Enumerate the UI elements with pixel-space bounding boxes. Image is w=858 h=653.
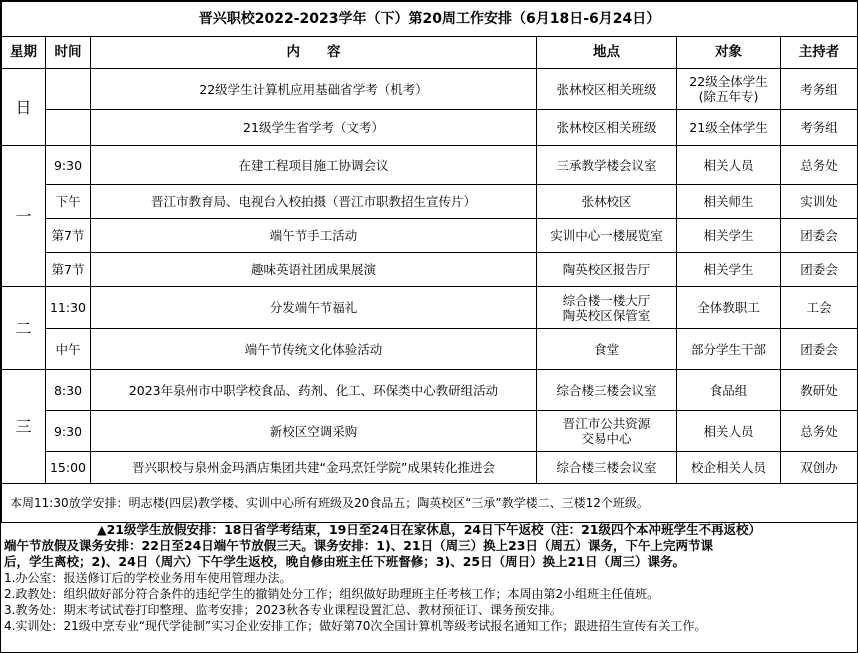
host-cell: 教研处 bbox=[781, 370, 858, 411]
weekday-cell: 三 bbox=[2, 370, 46, 484]
audience-cell: 相关学生 bbox=[677, 219, 781, 253]
table-row bbox=[2, 185, 858, 219]
location-cell: 张林校区 bbox=[537, 185, 677, 219]
location-cell: 实训中心一楼展览室 bbox=[537, 219, 677, 253]
table-row bbox=[2, 219, 858, 253]
host-cell: 团委会 bbox=[781, 329, 858, 370]
location-cell: 综合楼三楼会议室 bbox=[537, 370, 677, 411]
time-cell: 8:30 bbox=[46, 370, 91, 411]
content-cell: 晋江市教育局、电视台入校拍摄（晋江市职教招生宣传片） bbox=[91, 185, 537, 219]
weekday-cell: 二 bbox=[2, 287, 46, 370]
audience-cell: 22级全体学生 (除五年专) bbox=[677, 69, 781, 110]
time-cell: 15:00 bbox=[46, 452, 91, 484]
table-row bbox=[2, 370, 858, 411]
content-cell: 22级学生计算机应用基础省学考（机考） bbox=[91, 69, 537, 110]
dept-note: 4.实训处：21级中烹专业“现代学徒制”实习企业安排工作；做好第70次全国计算机等级考试报名通知工作；跟进招生宣传有关工作。 bbox=[4, 619, 707, 633]
page-title: 晋兴职校2022-2023学年（下）第20周工作安排（6月18日-6月24日） bbox=[2, 2, 858, 37]
table-row bbox=[2, 452, 858, 484]
audience-cell: 校企相关人员 bbox=[677, 452, 781, 484]
audience-cell: 食品组 bbox=[677, 370, 781, 411]
time-cell bbox=[46, 110, 91, 146]
dismissal-note: 本周11:30放学安排：明志楼(四层)教学楼、实训中心所有班级及20食品五；陶英校区“三承”教学楼二、三楼12个班级。 bbox=[2, 484, 858, 523]
host-cell: 总务处 bbox=[781, 146, 858, 185]
dismissal-note-row bbox=[2, 484, 858, 523]
host-cell: 考务组 bbox=[781, 110, 858, 146]
table-row bbox=[2, 287, 858, 329]
host-cell: 考务组 bbox=[781, 69, 858, 110]
host-cell: 工会 bbox=[781, 287, 858, 329]
time-cell: 中午 bbox=[46, 329, 91, 370]
time-cell: 11:30 bbox=[46, 287, 91, 329]
weekday-cell: 一 bbox=[2, 146, 46, 287]
time-cell: 9:30 bbox=[46, 146, 91, 185]
audience-cell: 全体教职工 bbox=[677, 287, 781, 329]
schedule-table bbox=[1, 1, 858, 523]
dept-note: 1.办公室：报送修订后的学校业务用车使用管理办法。 bbox=[4, 571, 292, 585]
host-cell: 团委会 bbox=[781, 219, 858, 253]
table-row bbox=[2, 329, 858, 370]
dept-note: 2.政教处：组织做好部分符合条件的违纪学生的撤销处分工作；组织做好助理班主任考核工作；本周由第2小组班主任值班。 bbox=[4, 587, 660, 601]
table-row bbox=[2, 69, 858, 110]
holiday-arrangement: ▲21级学生放假安排：18日省学考结束，19日至24日在家休息，24日下午返校（注：21级四个本冲班学生不再返校） bbox=[97, 522, 761, 537]
time-cell: 第7节 bbox=[46, 219, 91, 253]
content-cell: 端午节手工活动 bbox=[91, 219, 537, 253]
content-cell: 新校区空调采购 bbox=[91, 411, 537, 452]
location-cell: 张林校区相关班级 bbox=[537, 69, 677, 110]
host-cell: 总务处 bbox=[781, 411, 858, 452]
weekday-cell: 日 bbox=[2, 69, 46, 146]
time-cell: 第7节 bbox=[46, 253, 91, 287]
col-header-content: 内 容 bbox=[91, 37, 537, 69]
audience-cell: 相关学生 bbox=[677, 253, 781, 287]
content-cell: 趣味英语社团成果展演 bbox=[91, 253, 537, 287]
audience-cell: 相关师生 bbox=[677, 185, 781, 219]
audience-cell: 相关人员 bbox=[677, 146, 781, 185]
content-cell: 21级学生省学考（文考） bbox=[91, 110, 537, 146]
col-header-audience: 对象 bbox=[677, 37, 781, 69]
col-header-weekday: 星期 bbox=[2, 37, 46, 69]
host-cell: 实训处 bbox=[781, 185, 858, 219]
audience-cell: 相关人员 bbox=[677, 411, 781, 452]
table-row bbox=[2, 411, 858, 452]
audience-cell: 部分学生干部 bbox=[677, 329, 781, 370]
content-cell: 分发端午节福礼 bbox=[91, 287, 537, 329]
col-header-time: 时间 bbox=[46, 37, 91, 69]
audience-cell: 21级全体学生 bbox=[677, 110, 781, 146]
festival-arrangement-line1: 端午节放假及课务安排：22日至24日端午节放假三天。课务安排：1)、21日（周三）换上23日（周五）课务，下午上完两节课 bbox=[4, 538, 713, 553]
time-cell: 下午 bbox=[46, 185, 91, 219]
time-cell bbox=[46, 69, 91, 110]
location-cell: 陶英校区报告厅 bbox=[537, 253, 677, 287]
host-cell: 团委会 bbox=[781, 253, 858, 287]
time-cell: 9:30 bbox=[46, 411, 91, 452]
location-cell: 三承教学楼会议室 bbox=[537, 146, 677, 185]
header-row bbox=[2, 37, 858, 69]
location-cell: 综合楼三楼会议室 bbox=[537, 452, 677, 484]
location-cell: 综合楼一楼大厅 陶英校区保管室 bbox=[537, 287, 677, 329]
location-cell: 张林校区相关班级 bbox=[537, 110, 677, 146]
col-header-location: 地点 bbox=[537, 37, 677, 69]
content-cell: 在建工程项目施工协调会议 bbox=[91, 146, 537, 185]
location-cell: 晋江市公共资源 交易中心 bbox=[537, 411, 677, 452]
host-cell: 双创办 bbox=[781, 452, 858, 484]
location-cell: 食堂 bbox=[537, 329, 677, 370]
col-header-host: 主持者 bbox=[781, 37, 858, 69]
table-row bbox=[2, 146, 858, 185]
table-row bbox=[2, 253, 858, 287]
festival-arrangement-line2: 后，学生离校；2)、24日（周六）下午学生返校，晚自修由班主任下班督修；3)、25日（周日）换上21日（周三）课务。 bbox=[4, 554, 686, 569]
content-cell: 2023年泉州市中职学校食品、药剂、化工、环保类中心教研组活动 bbox=[91, 370, 537, 411]
content-cell: 端午节传统文化体验活动 bbox=[91, 329, 537, 370]
table-row bbox=[2, 110, 858, 146]
content-cell: 晋兴职校与泉州金玛酒店集团共建“金玛烹饪学院”成果转化推进会 bbox=[91, 452, 537, 484]
notes-section bbox=[1, 520, 857, 636]
dept-note: 3.教务处：期末考试试卷打印整理、监考安排；2023秋各专业课程设置汇总、教材预征订、课务预安排。 bbox=[4, 603, 562, 617]
